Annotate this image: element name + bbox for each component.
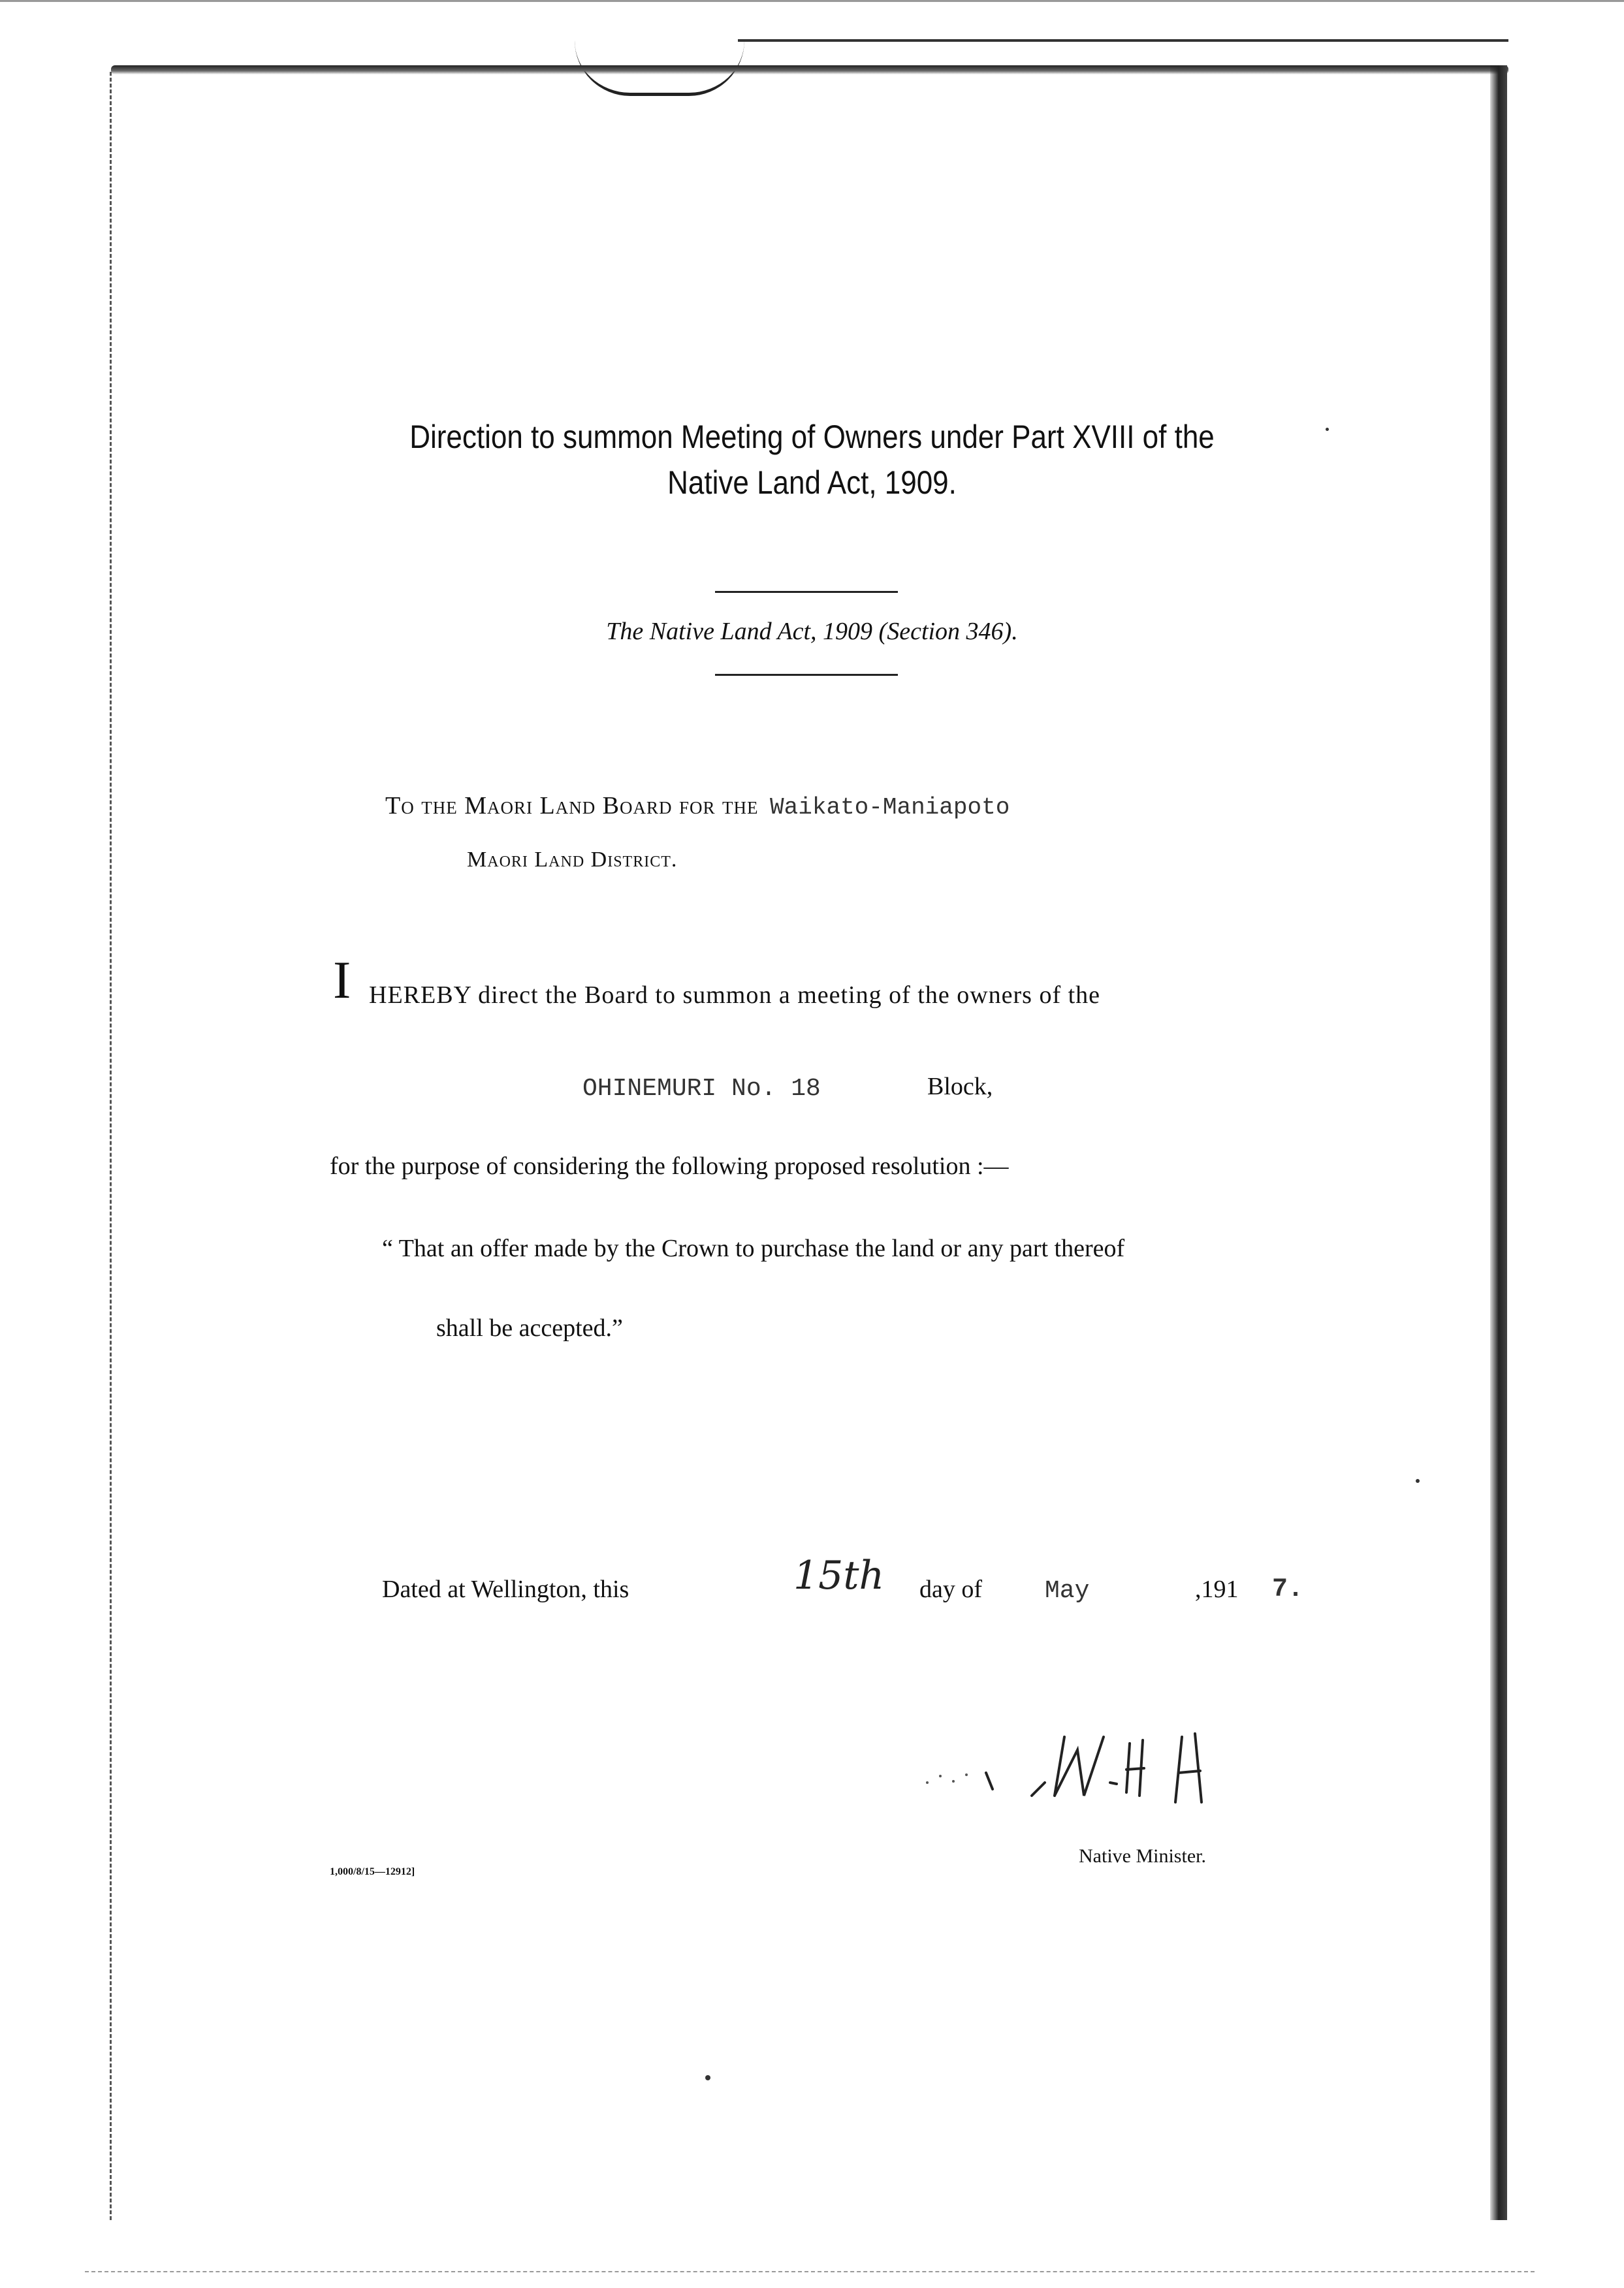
- block-name: OHINEMURI No. 18: [582, 1075, 821, 1103]
- year-prefix: ,191: [1195, 1576, 1239, 1603]
- direction-text: HEREBY direct the Board to summon a meeting of the owners of the: [369, 981, 1101, 1009]
- purpose-text: for the purpose of considering the following proposed resolution :—: [330, 1152, 1009, 1180]
- document-title-line-1: Direction to summon Meeting of Owners under Part XVIII of the: [409, 419, 1215, 455]
- document-title-line-2: Native Land Act, 1909.: [667, 464, 957, 501]
- day-of-label: day of: [919, 1576, 983, 1603]
- print-code: 1,000/8/15—12912]: [330, 1866, 415, 1877]
- handwritten-day: 15th: [793, 1553, 885, 1598]
- page-top-edge: [111, 65, 1508, 74]
- page-left-edge: [110, 72, 114, 2220]
- page-bottom-edge: [85, 2271, 1535, 2274]
- minister-signature: [914, 1711, 1254, 1815]
- speck: [1416, 1479, 1420, 1483]
- addressee-prefix: To the Maori Land Board for the: [385, 792, 759, 819]
- block-label: Block,: [927, 1073, 993, 1100]
- signature-drawing: [914, 1711, 1254, 1815]
- page-top-line: [738, 39, 1508, 42]
- dated-prefix: Dated at Wellington, this: [382, 1576, 629, 1603]
- addressee-line-1: [385, 791, 1010, 821]
- act-reference: The Native Land Act, 1909 (Section 346).: [606, 618, 1018, 645]
- district-name: Waikato-Maniapoto: [770, 794, 1010, 821]
- page-right-edge: [1490, 65, 1507, 2220]
- resolution-line-2: shall be accepted.”: [436, 1314, 623, 1342]
- divider-bottom: [715, 674, 898, 676]
- speck: [705, 2075, 710, 2080]
- year-suffix: 7.: [1272, 1575, 1304, 1604]
- drop-cap: I: [333, 950, 351, 1009]
- signatory-title: Native Minister.: [1079, 1845, 1206, 1867]
- divider-top: [715, 591, 898, 593]
- resolution-line-1: “ That an offer made by the Crown to purchase the land or any part thereof: [382, 1235, 1125, 1262]
- month: May: [1045, 1577, 1090, 1605]
- addressee-line-2: Maori Land District.: [467, 848, 678, 872]
- scan-top-border: [0, 0, 1624, 2]
